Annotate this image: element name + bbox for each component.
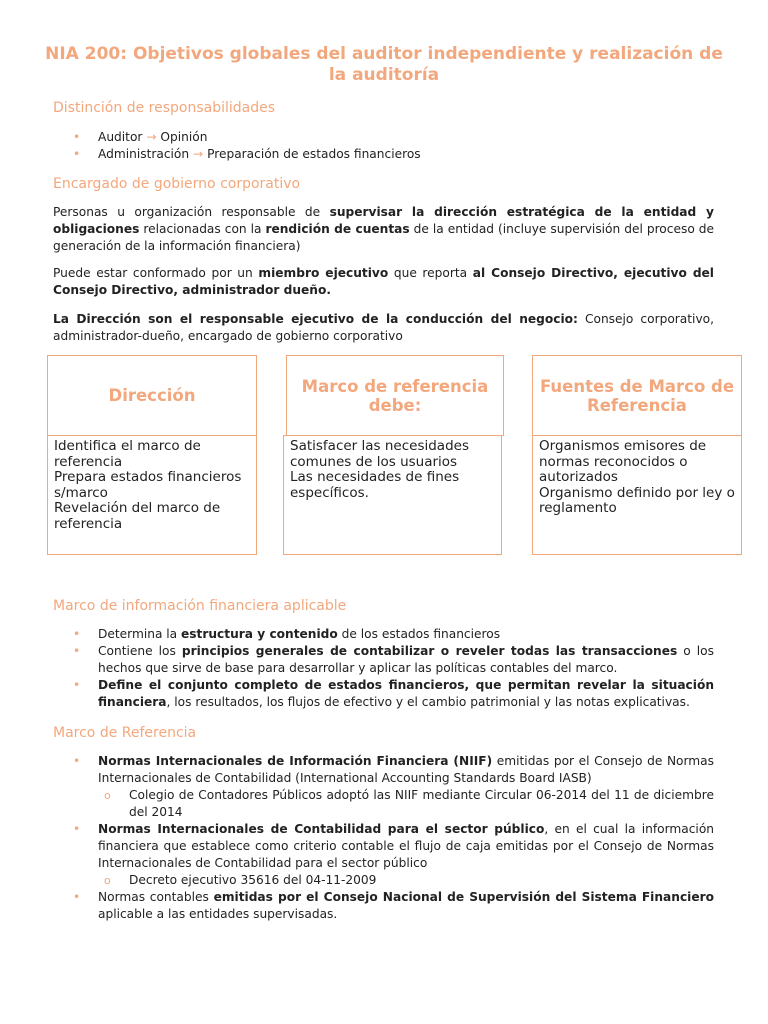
bold-span: rendición de cuentas	[265, 222, 410, 236]
box-body-text	[533, 436, 741, 520]
list-item-right: Opinión	[160, 130, 208, 144]
page-title: NIA 200: Objetivos globales del auditor independiente y realización de la auditoría	[45, 44, 723, 85]
box-body-fuentes	[532, 435, 742, 555]
list-item	[53, 129, 714, 146]
box-header-text: Marco de referencia debe:	[301, 376, 489, 415]
box-line: Prepara estados financieros s/marco	[54, 469, 242, 501]
text-span: que reporta	[388, 266, 473, 280]
list-item-left: Administración	[98, 147, 190, 161]
box-line: Satisfacer las necesidades comunes de los usuarios	[290, 438, 469, 470]
box-body-text	[284, 436, 501, 504]
box-header-direccion	[47, 355, 257, 436]
text-span: de la entidad (incluye supervisión del proceso de generación de la información financiera)	[53, 222, 714, 253]
paragraph-gobierno-2	[53, 265, 714, 299]
bold-span: supervisar la dirección estratégica de la entidad y obligaciones	[53, 205, 714, 236]
list-item	[53, 146, 714, 163]
section-heading-responsabilidades: Distinción de responsabilidades	[53, 100, 276, 116]
box-body-direccion	[47, 435, 257, 555]
text-span: Normas contables	[98, 890, 214, 904]
box-line: Revelación del marco de referencia	[54, 500, 221, 532]
text-span: Contiene los	[98, 644, 182, 658]
text-span: relacionadas con la	[139, 222, 266, 236]
bold-span: emitidas por el Consejo Nacional de Supervisión del Sistema Financiero	[213, 890, 714, 904]
bold-span: principios generales de contabilizar o reveler todas las transacciones	[181, 644, 678, 658]
bold-span: La Dirección son el responsable ejecutivo de la conducción del negocio:	[53, 312, 578, 326]
paragraph-gobierno-3	[53, 311, 714, 345]
text-span: , en el cual la información financiera que establece como criterio contable el flujo de caja emitidas por el Consejo de Normas Internacionales de Contabilidad para el sector público	[98, 822, 714, 870]
list-item-left: Auditor	[98, 130, 143, 144]
box-header-text: Dirección	[108, 386, 196, 405]
box-header-marco	[286, 355, 504, 436]
box-line: Organismo definido por ley o reglamento	[539, 484, 735, 516]
text-span: emitidas por el Consejo de Normas Internacionales de Contabilidad (International Accounting Standards Board IASB)	[98, 754, 715, 785]
list-item	[53, 753, 714, 821]
text-span: Consejo corporativo, administrador-dueño, encargado de gobierno corporativo	[53, 312, 714, 343]
box-header-text: Fuentes de Marco de Referencia	[539, 376, 735, 415]
section-heading-marco-aplicable: Marco de información financiera aplicable	[53, 598, 347, 614]
responsabilidades-list	[53, 129, 714, 163]
text-span: Puede estar conformado por un	[53, 266, 259, 280]
text-span: , los resultados, los flujos de efectivo y el cambio patrimonial y las notas explicativas.	[166, 695, 690, 709]
box-line: Organismos emisores de normas reconocidos o autorizados	[539, 438, 707, 485]
sub-list	[98, 872, 714, 889]
text-span: Personas u organización responsable de	[53, 205, 330, 219]
bold-span: Normas Internacionales de Contabilidad para el sector público	[98, 822, 545, 836]
section-heading-marco-referencia: Marco de Referencia	[53, 725, 197, 741]
text-span: o los hechos que sirve de base para desarrollar y aplicar las políticas contables del marco.	[98, 644, 714, 675]
box-body-marco	[283, 435, 502, 555]
section-heading-gobierno: Encargado de gobierno corporativo	[53, 176, 301, 192]
list-item-right: Preparación de estados financieros	[207, 147, 421, 161]
box-line: Las necesidades de fines específicos.	[290, 469, 460, 501]
marco-referencia-list	[53, 753, 714, 923]
text-span: aplicable a las entidades supervisadas.	[98, 907, 338, 921]
list-item	[53, 643, 714, 677]
paragraph-gobierno-1	[53, 204, 714, 255]
sub-list	[98, 787, 714, 821]
box-line: Identifica el marco de referencia	[54, 438, 201, 470]
marco-aplicable-list	[53, 626, 714, 711]
text-span: Determina la	[98, 627, 182, 641]
box-header-fuentes	[532, 355, 742, 436]
text-span: de los estados financieros	[337, 627, 501, 641]
bold-span: Normas Internacionales de Información Financiera (NIIF)	[98, 754, 493, 768]
bold-span: miembro ejecutivo	[258, 266, 389, 280]
list-item	[53, 821, 714, 889]
bold-span: estructura y contenido	[181, 627, 338, 641]
arrow-icon: →	[192, 147, 204, 161]
box-body-text	[48, 436, 256, 535]
list-item	[53, 626, 714, 643]
list-item	[53, 889, 714, 923]
sub-list-item: o Colegio de Contadores Públicos adoptó las NIIF mediante Circular 06-2014 del 11 de diciembre del 2014	[98, 787, 714, 821]
arrow-icon: →	[146, 130, 157, 144]
bold-span: al Consejo Directivo, ejecutivo del Consejo Directivo, administrador dueño.	[53, 266, 714, 297]
sub-list-item: o Decreto ejecutivo 35616 del 04-11-2009	[98, 872, 714, 889]
list-item	[53, 677, 714, 711]
bold-span: Define el conjunto completo de estados financieros, que permitan revelar la situación financiera	[98, 678, 714, 709]
